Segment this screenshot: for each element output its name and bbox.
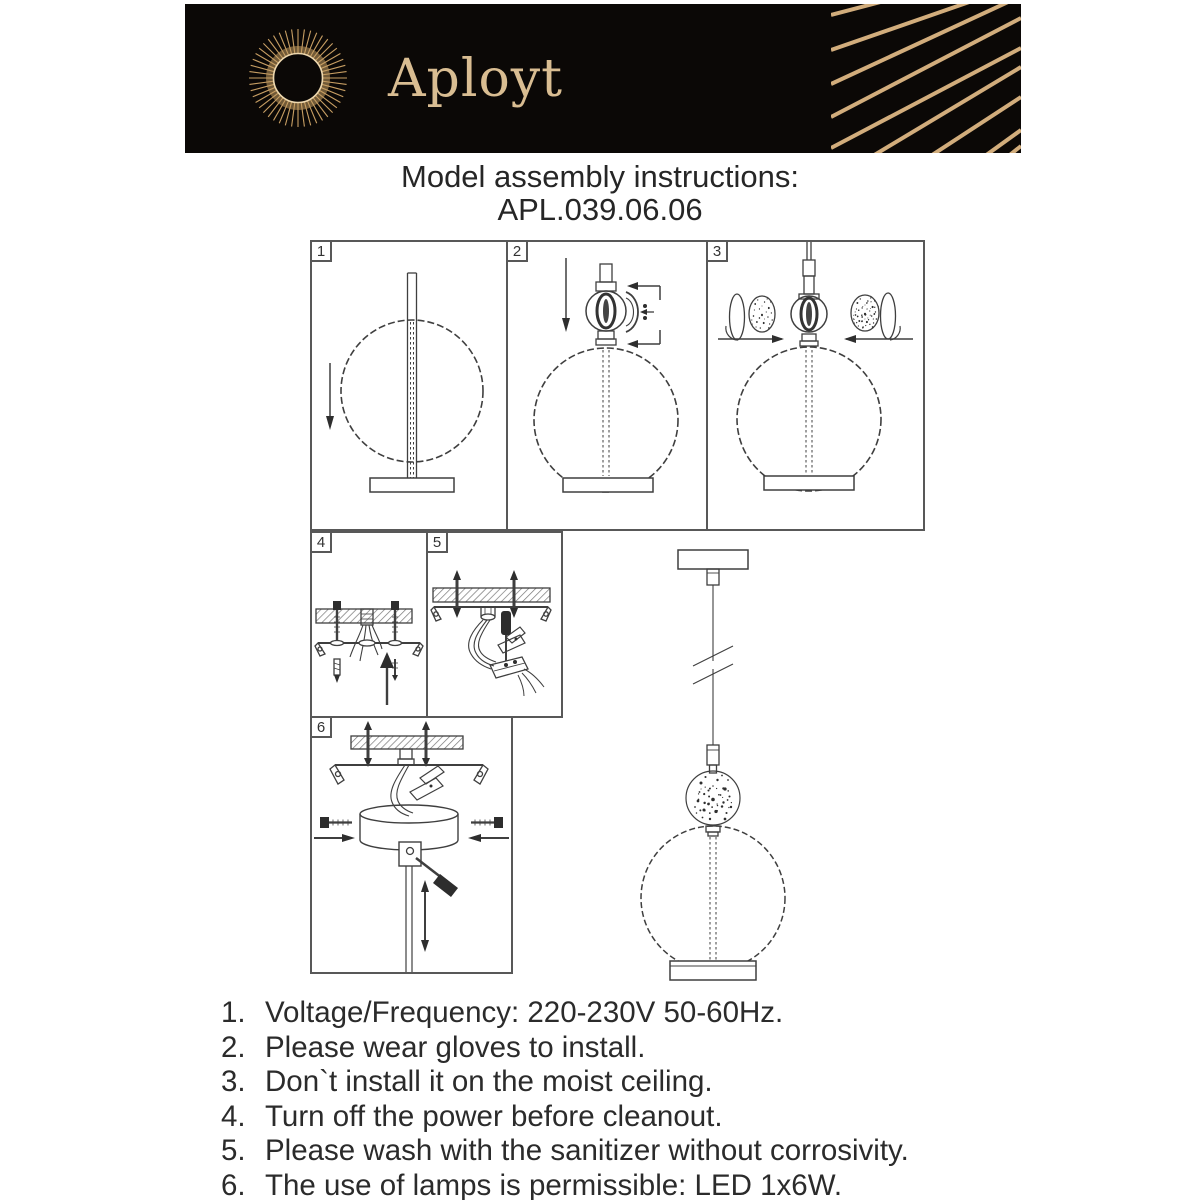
item-text: Turn off the power before cleanout. <box>265 1099 723 1133</box>
step-3-diagram <box>708 242 923 529</box>
step-5-diagram <box>428 533 561 716</box>
item-text: The use of lamps is permissible: LED 1x6W. <box>265 1168 843 1200</box>
item-number: 1. <box>221 996 246 1029</box>
page-title <box>0 160 1200 226</box>
list-item <box>221 1170 1051 1200</box>
list-item <box>221 1135 1051 1170</box>
assembly-step-panel-4 <box>310 531 428 718</box>
item-number: 3. <box>221 1065 246 1099</box>
item-number: 4. <box>221 1099 246 1133</box>
brand-name: Aployt <box>388 48 564 109</box>
instructions-list <box>221 997 1051 1200</box>
item-text: Don`t install it on the moist ceiling. <box>265 1065 713 1099</box>
aployt-logo-starburst-icon <box>238 16 358 141</box>
step-6-diagram <box>312 718 511 972</box>
list-item <box>221 997 1051 1032</box>
step-number-label: 6 <box>310 716 332 738</box>
item-number: 5. <box>221 1134 246 1168</box>
step-4-diagram <box>312 533 426 716</box>
title-line: Model assembly instructions: <box>401 159 799 194</box>
step-number-label: 1 <box>310 240 332 262</box>
brand-banner <box>185 4 1021 153</box>
assembly-step-panel-5 <box>426 531 563 718</box>
step-number-label: 5 <box>426 531 448 553</box>
list-item <box>221 1101 1051 1136</box>
step-number-label: 4 <box>310 531 332 553</box>
item-text: Please wash with the sanitizer without corrosivity. <box>265 1134 909 1168</box>
assembly-step-panel-6 <box>310 716 513 974</box>
list-item <box>221 1032 1051 1067</box>
assembly-step-panel-2 <box>506 240 708 531</box>
item-number: 6. <box>221 1168 246 1200</box>
list-item <box>221 1066 1051 1101</box>
model-number: APL.039.06.06 <box>497 192 703 227</box>
item-number: 2. <box>221 1030 246 1064</box>
step-2-diagram <box>508 242 706 529</box>
assembly-step-panel-3 <box>706 240 925 531</box>
pendant-lamp-diagram <box>620 545 810 990</box>
banner-rays-decoration <box>831 4 1021 153</box>
step-1-diagram <box>312 242 506 529</box>
item-text: Voltage/Frequency: 220-230V 50-60Hz. <box>265 996 784 1029</box>
step-number-label: 3 <box>706 240 728 262</box>
item-text: Please wear gloves to install. <box>265 1030 646 1064</box>
step-number-label: 2 <box>506 240 528 262</box>
assembly-step-panel-1 <box>310 240 508 531</box>
